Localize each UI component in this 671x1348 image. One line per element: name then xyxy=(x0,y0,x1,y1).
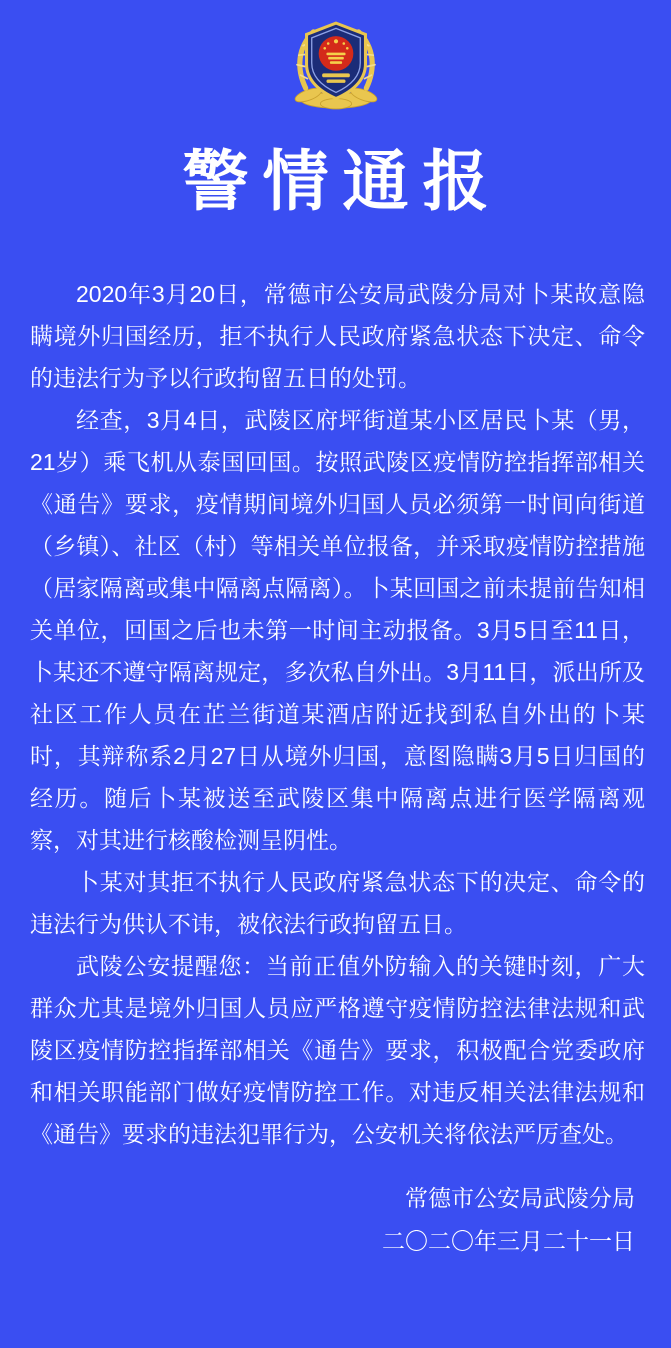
notice-body xyxy=(0,273,671,1155)
signature-date: 二〇二〇年三月二十一日 xyxy=(382,1228,635,1254)
body-paragraph: 经查，3月4日，武陵区府坪街道某小区居民卜某（男，21岁）乘飞机从泰国回国。按照武陵区疫情防控指挥部相关《通告》要求，疫情期间境外归国人员必须第一时间向街道（乡镇）、社区（村）等相关单位报备，并采取疫情防控措施（居家隔离或集中隔离点隔离）。卜某回国之前未提前告知相关单位，回国之后也未第一时间主动报备。3月5日至11日，卜某还不遵守隔离规定，多次私自外出。3月11日，派出所及社区工作人员在芷兰街道某酒店附近找到私自外出的卜某时，其辩称系2月27日从境外归国，意图隐瞒3月5日归国的经历。随后卜某被送至武陵区集中隔离点进行医学隔离观察，对其进行核酸检测呈阴性。 xyxy=(30,407,645,853)
police-badge-icon xyxy=(284,14,388,112)
page-title: 警情通报 xyxy=(182,144,503,218)
signature-agency: 常德市公安局武陵分局 xyxy=(405,1185,635,1211)
body-paragraph: 武陵公安提醒您：当前正值外防输入的关键时刻，广大群众尤其是境外归国人员应严格遵守疫情防控法律法规和武陵区疫情防控指挥部相关《通告》要求，积极配合党委政府和相关职能部门做好疫情防控工作。对违反相关法律法规和《通告》要求的违法犯罪行为，公安机关将依法严厉查处。 xyxy=(30,953,645,1147)
body-paragraph: 2020年3月20日，常德市公安局武陵分局对卜某故意隐瞒境外归国经历，拒不执行人民政府紧急状态下决定、命令的违法行为予以行政拘留五日的处罚。 xyxy=(30,281,645,391)
signature-block xyxy=(0,1177,671,1263)
body-paragraph: 卜某对其拒不执行人民政府紧急状态下的决定、命令的违法行为供认不讳，被依法行政拘留五日。 xyxy=(30,869,645,937)
